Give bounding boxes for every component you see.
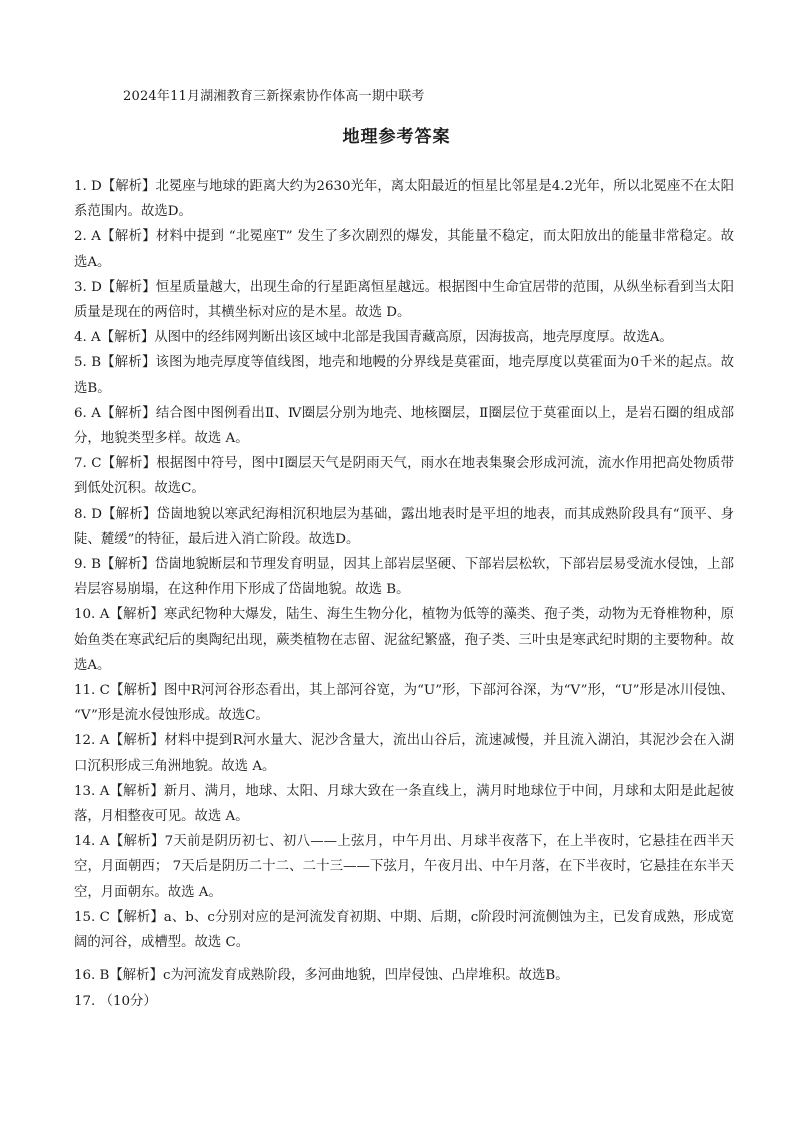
answer-item: 1. D【解析】北冕座与地球的距离大约为2630光年，离太阳最近的恒星比邻星是4.2光年，所以北冕座不在太阳系范围内。故选D。 — [74, 179, 734, 220]
answer-item: 9. B【解析】岱崮地貌断层和节理发育明显，因其上部岩层坚硬、下部岩层松软，下部岩层易受流水侵蚀，上部岩层容易崩塌，在这种作用下形成了岱崮地貌。故选 B。 — [74, 557, 734, 598]
answer-item: 3. D【解析】恒星质量越大，出现生命的行星距离恒星越远。根据图中生命宜居带的范围，从纵坐标看到当太阳质量是现在的两倍时，其横坐标对应的是木星。故选 D。 — [74, 279, 734, 321]
answer-item: 2. A【解析】材料中提到 “北冕座T” 发生了多次剧烈的爆发，其能量不稳定，而太阳放出的能量非常稳定。故选A。 — [74, 229, 734, 270]
answer-item: 12. A【解析】材料中提到R河水量大、泥沙含量大，流出山谷后，流速减慢，并且流入湖泊，其泥沙会在入湖口沉积形成三角洲地貌。故选 A。 — [74, 733, 734, 774]
answer-item: 4. A【解析】从图中的经纬网判断出该区域中北部是我国青藏高原，因海拔高，地壳厚度厚。故选A。 — [74, 330, 673, 346]
answer-item: 11. C【解析】图中R河河谷形态看出，其上部河谷宽，为“U”形，下部河谷深，为“V”形，“U”形是冰川侵蚀、 “V”形是流水侵蚀形成。故选C。 — [74, 683, 734, 724]
answer-list — [74, 174, 734, 1014]
answer-item: 13. A【解析】新月、满月，地球、太阳、月球大致在一条直线上，满月时地球位于中间，月球和太阳是此起彼落，月相整夜可见。故选 A。 — [74, 783, 734, 825]
answer-item: 16. B【解析】c为河流发育成熟阶段，多河曲地貌，凹岸侵蚀、凸岸堆积。故选B。 — [74, 968, 569, 984]
answer-item: 6. A【解析】结合图中图例看出Ⅱ、Ⅳ圈层分别为地壳、地核圈层，Ⅱ圈层位于莫霍面以上，是岩石圈的组成部分，地貌类型多样。故选 A。 — [74, 405, 734, 447]
answer-item: 10. A【解析】寒武纪物种大爆发，陆生、海生生物分化，植物为低等的藻类、孢子类，动物为无脊椎物种，原始鱼类在寒武纪后的奥陶纪出现，蕨类植物在志留、泥盆纪繁盛，孢子类、三叶虫是寒武纪时期的主要物种。故选A。 — [74, 607, 734, 673]
answer-item: 8. D【解析】岱崮地貌以寒武纪海相沉积地层为基础，露出地表时是平坦的地表，而其成熟阶段具有“顶平、身陡、麓缓”的特征，最后进入消亡阶段。故选D。 — [74, 506, 734, 547]
answer-item: 14. A【解析】7天前是阴历初七、初八——上弦月，中午月出、月球半夜落下，在上半夜时，它悬挂在西半天空，月面朝西； 7天后是阴历二十二、二十三——下弦月，午夜月出、中午月落，在下半夜时，它悬挂在东半天空，月面朝东。故选 A。 — [74, 834, 734, 900]
answer-item: 5. B【解析】该图为地壳厚度等值线图，地壳和地幔的分界线是莫霍面，地壳厚度以莫霍面为0千米的起点。故选B。 — [74, 355, 734, 396]
document-title: 地理参考答案 — [342, 127, 451, 147]
answer-item: 17. （10分） — [74, 993, 157, 1009]
answer-item: 7. C【解析】根据图中符号，图中Ⅰ圈层天气是阴雨天气，雨水在地表集聚会形成河流，流水作用把高处物质带到低处沉积。故选C。 — [74, 456, 734, 497]
exam-title: 2024年11月湖湘教育三新探索协作体高一期中联考 — [123, 89, 425, 104]
answer-item: 15. C【解析】a、b、c分别对应的是河流发育初期、中期、后期，c阶段时河流侧蚀为主，已发育成熟，形成宽阔的河谷，成槽型。故选 C。 — [74, 909, 734, 951]
